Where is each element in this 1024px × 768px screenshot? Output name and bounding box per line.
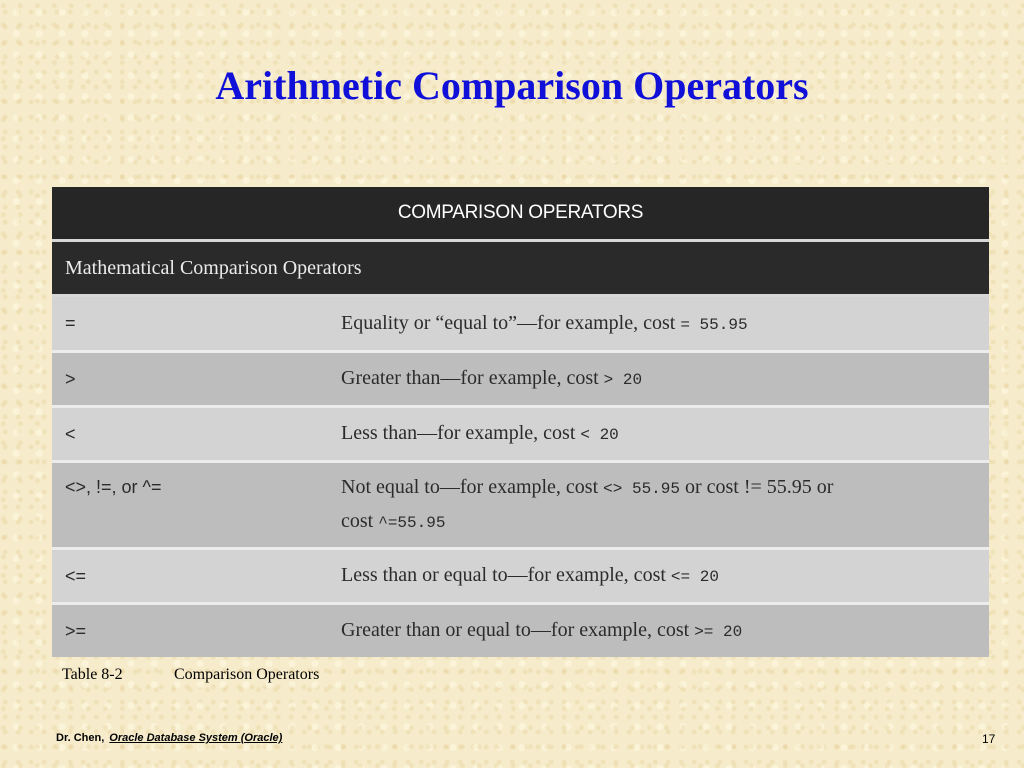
footer-credit — [56, 732, 282, 744]
description-cell — [341, 307, 989, 341]
description-text: Not equal to—for example, cost — [341, 476, 604, 498]
caption-label: Table 8-2 — [62, 666, 123, 683]
caption-text: Comparison Operators — [174, 666, 320, 683]
description-text: Less than—for example, cost — [341, 422, 581, 444]
comparison-operators-table — [52, 187, 989, 657]
example-code: >= 20 — [694, 623, 743, 641]
example-code: = 55.95 — [680, 315, 748, 334]
operator-cell: = — [65, 313, 76, 333]
operator-cell: <>, !=, or ^= — [65, 477, 162, 497]
description-cell — [341, 559, 989, 593]
operator-cell: > — [65, 368, 76, 389]
description-cell — [341, 417, 989, 451]
footer-author: Dr. Chen, — [56, 732, 105, 744]
description-text: Equality or “equal to”—for example, cost — [341, 311, 681, 334]
table-subheader: Mathematical Comparison Operators — [52, 242, 989, 297]
example-code: <> 55.95 — [603, 480, 680, 498]
example-code: < 20 — [580, 426, 619, 444]
table-caption — [62, 666, 319, 684]
description-text: Less than or equal to—for example, cost — [341, 564, 671, 586]
description-cell — [341, 362, 989, 396]
description-text-line2: cost — [341, 510, 379, 532]
description-text-continued: or cost != 55.95 or — [679, 476, 834, 498]
description-cell — [341, 614, 989, 648]
example-code: > 20 — [603, 371, 643, 389]
table-row — [52, 408, 989, 463]
operator-cell: <= — [65, 565, 87, 586]
table-row — [52, 463, 989, 550]
slide-title: Arithmetic Comparison Operators — [215, 63, 809, 108]
operator-cell: >= — [65, 620, 87, 641]
table-row — [52, 297, 989, 353]
description-text: Greater than or equal to—for example, cost — [341, 619, 695, 641]
table-row — [52, 353, 989, 408]
example-code-2: ^=55.95 — [378, 514, 446, 532]
description-text: Greater than—for example, cost — [341, 367, 604, 389]
description-cell — [341, 471, 989, 539]
table-row — [52, 605, 989, 657]
example-code: <= 20 — [670, 568, 719, 586]
table-banner: COMPARISON OPERATORS — [52, 187, 989, 242]
footer-course: Oracle Database System (Oracle) — [109, 732, 283, 744]
page-number: 17 — [982, 732, 996, 746]
operator-cell: < — [65, 423, 76, 444]
table-row — [52, 550, 989, 605]
